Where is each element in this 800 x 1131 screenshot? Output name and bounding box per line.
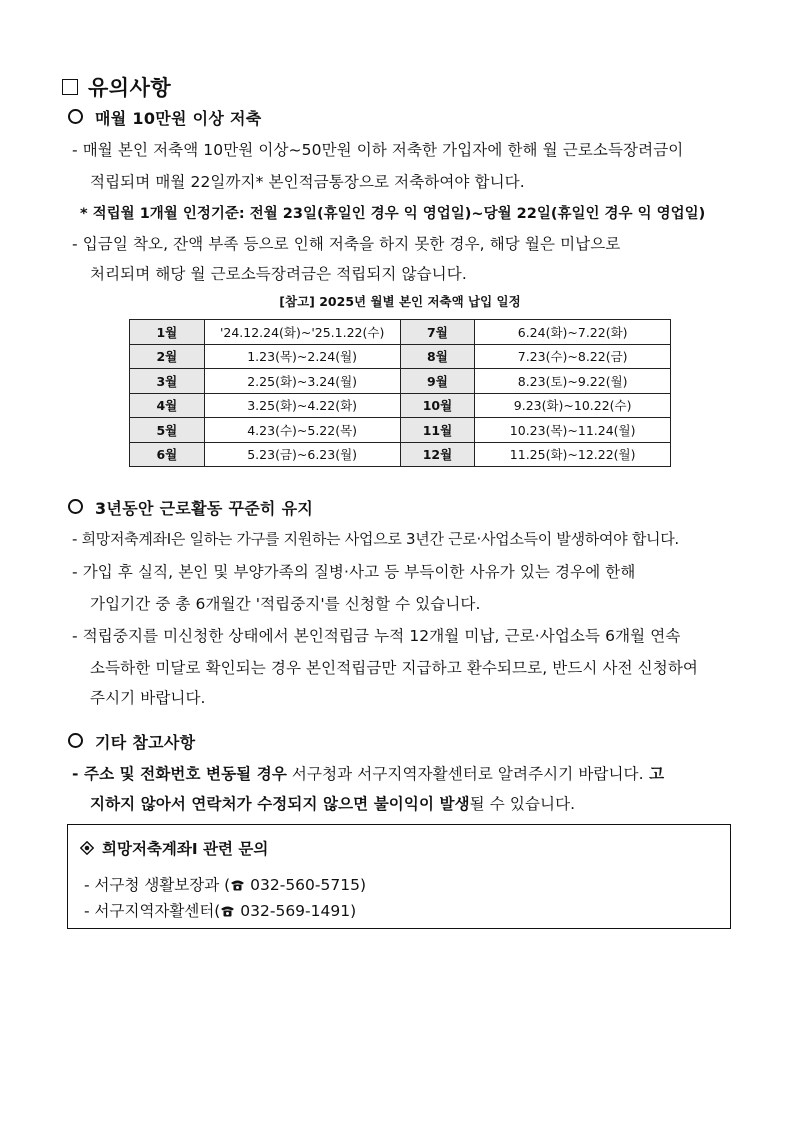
section2-title-text: 3년동안 근로활동 꾸준히 유지 — [95, 499, 314, 518]
period-cell: 4.23(수)~5.22(목) — [204, 418, 400, 443]
section3-line1-bold-end: 고 — [643, 765, 665, 783]
diamond-dot-icon — [80, 841, 94, 855]
period-cell: 2.25(화)~3.24(월) — [204, 369, 400, 394]
month-cell: 3월 — [130, 369, 205, 394]
section1-title — [68, 106, 262, 129]
contact-item-2-phone: 032-569-1491) — [235, 902, 357, 920]
table-row — [130, 393, 671, 418]
period-cell: 1.23(목)~2.24(월) — [204, 344, 400, 369]
section3-line2-normal: 될 수 있습니다. — [469, 795, 576, 813]
section3-line2-bold: 지하지 않아서 연락처가 수정되지 않으면 불이익이 발생 — [90, 795, 470, 813]
schedule-caption: [참고] 2025년 월별 본인 저축액 납입 일정 — [279, 294, 521, 309]
section2-bullet3-line2: 소득하한 미달로 확인되는 경우 본인적립금만 지급하고 환수되므로, 반드시 사전 신청하여 — [90, 659, 698, 677]
section1-bullet2-line2: 처리되며 해당 월 근로소득장려금은 적립되지 않습니다. — [90, 265, 467, 283]
section2-bullet2-line1: - 가입 후 실직, 본인 및 부양가족의 질병·사고 등 부득이한 사유가 있는 경우에 한해 — [72, 563, 636, 581]
table-row — [130, 369, 671, 394]
contact-item-1-label: - 서구청 생활보장과 ( — [84, 876, 231, 894]
section2-bullet1-line1: - 희망저축계좌Ⅰ은 일하는 가구를 지원하는 사업으로 3년간 근로·사업소득이 발생하여야 합니다. — [72, 530, 679, 548]
period-cell: 5.23(금)~6.23(월) — [204, 442, 400, 467]
section1-title-text: 매월 10만원 이상 저축 — [95, 109, 262, 128]
section1-bullet2-line1: - 입금일 착오, 잔액 부족 등으로 인해 저축을 하지 못한 경우, 해당 월은 미납으로 — [72, 235, 621, 253]
month-cell: 6월 — [130, 442, 205, 467]
section3-line2 — [90, 792, 575, 814]
month-cell: 1월 — [130, 320, 205, 345]
section3-line1-normal: 서구청과 서구지역자활센터로 알려주시기 바랍니다. — [286, 765, 644, 783]
contact-item-1-phone: 032-560-5715) — [245, 876, 366, 894]
schedule-table — [129, 319, 671, 467]
month-cell: 9월 — [400, 369, 475, 394]
section2-bullet3-line3: 주시기 바랍니다. — [90, 689, 206, 707]
period-cell: 7.23(수)~8.22(금) — [475, 344, 671, 369]
section1-bullet1-line2: 적립되며 매월 22일까지* 본인적금통장으로 저축하여야 합니다. — [90, 173, 525, 191]
contact-title — [80, 837, 268, 859]
section1-note: * 적립월 1개월 인정기준: 전월 23일(휴일인 경우 익 영업일)~당월 22일(휴일인 경우 익 영업일) — [80, 206, 706, 222]
month-cell: 7월 — [400, 320, 475, 345]
section3-line1-bold: - 주소 및 전화번호 변동될 경우 — [72, 765, 287, 783]
section2-bullet2-line2: 가입기간 중 총 6개월간 '적립중지'를 신청할 수 있습니다. — [90, 595, 481, 613]
title-text: 유의사항 — [88, 76, 172, 100]
contact-title-text: 희망저축계좌Ⅰ 관련 문의 — [102, 840, 269, 858]
contact-item-2 — [84, 899, 356, 921]
table-row — [130, 344, 671, 369]
contact-box — [67, 824, 731, 929]
contact-item-1 — [84, 873, 366, 895]
circle-bullet-icon — [68, 499, 83, 514]
section3-line1 — [72, 762, 664, 784]
circle-bullet-icon — [68, 109, 83, 124]
section2-title — [68, 496, 313, 519]
section3-title — [68, 730, 195, 753]
section2-bullet3-line1: - 적립중지를 미신청한 상태에서 본인적립금 누적 12개월 미납, 근로·사업소득 6개월 연속 — [72, 627, 681, 645]
table-row — [130, 442, 671, 467]
square-outline-icon — [62, 79, 78, 95]
month-cell: 2월 — [130, 344, 205, 369]
section1-bullet1-line1: - 매월 본인 저축액 10만원 이상~50만원 이하 저축한 가입자에 한해 월 근로소득장려금이 — [72, 141, 684, 159]
period-cell: '24.12.24(화)~'25.1.22(수) — [204, 320, 400, 345]
period-cell: 6.24(화)~7.22(화) — [475, 320, 671, 345]
telephone-icon — [230, 879, 245, 891]
table-row — [130, 320, 671, 345]
period-cell: 8.23(토)~9.22(월) — [475, 369, 671, 394]
month-cell: 11월 — [400, 418, 475, 443]
month-cell: 12월 — [400, 442, 475, 467]
section3-title-text: 기타 참고사항 — [95, 733, 196, 752]
period-cell: 10.23(목)~11.24(월) — [475, 418, 671, 443]
month-cell: 4월 — [130, 393, 205, 418]
circle-bullet-icon — [68, 733, 83, 748]
month-cell: 10월 — [400, 393, 475, 418]
period-cell: 9.23(화)~10.22(수) — [475, 393, 671, 418]
page-title — [62, 72, 171, 102]
contact-item-2-label: - 서구지역자활센터( — [84, 902, 221, 920]
table-row — [130, 418, 671, 443]
month-cell: 5월 — [130, 418, 205, 443]
month-cell: 8월 — [400, 344, 475, 369]
period-cell: 11.25(화)~12.22(월) — [475, 442, 671, 467]
period-cell: 3.25(화)~4.22(화) — [204, 393, 400, 418]
telephone-icon — [220, 905, 235, 917]
